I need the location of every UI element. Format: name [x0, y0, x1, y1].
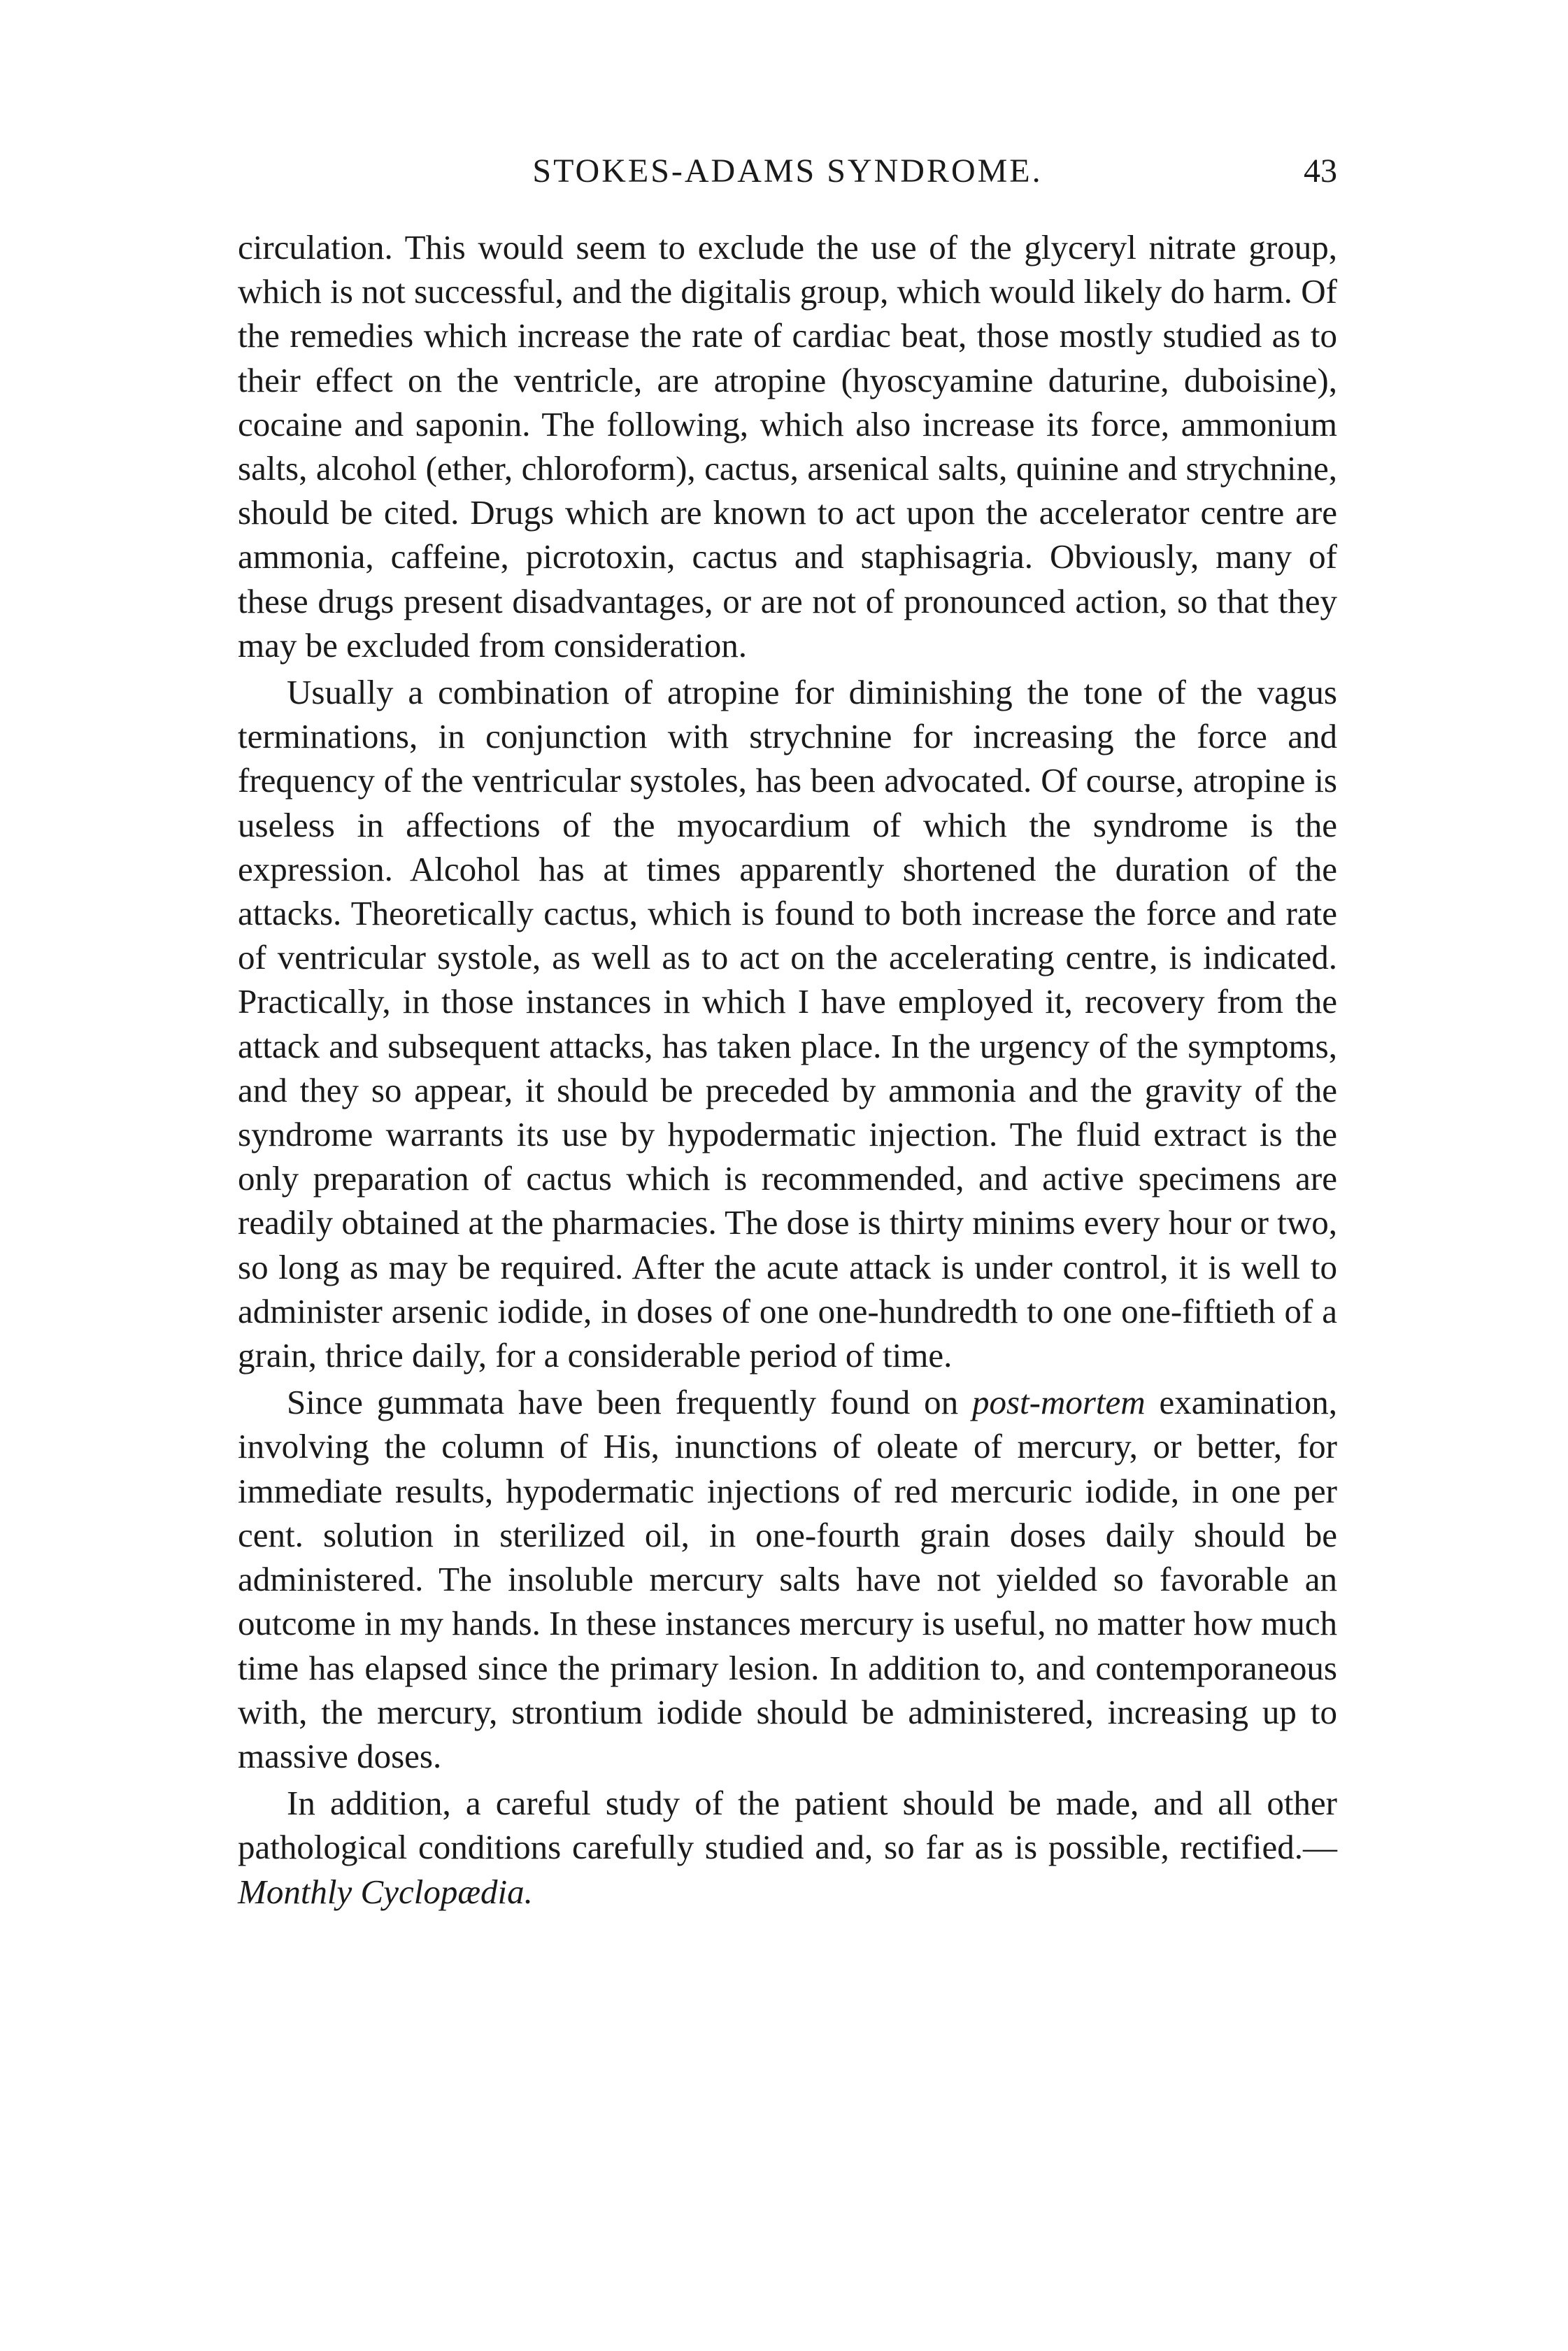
paragraph-4	[238, 1781, 1337, 1914]
page-body	[238, 225, 1337, 1917]
post-mortem-term: post-mortem	[971, 1383, 1146, 1422]
paragraph-3	[238, 1380, 1337, 1778]
paragraph-4-text: In addition, a careful study of the patient should be made, and all other pathological conditions carefully studied and, so far as is possible, rectified.—	[238, 1784, 1337, 1867]
source-citation: Monthly Cyclopædia.	[238, 1872, 533, 1911]
paragraph-2: Usually a combination of atropine for diminishing the tone of the vagus terminations, in conjunction with strychnine for increasing the force and frequency of the ventricular systoles, has been advocated. Of course, atropine is useless in affections of the myocardium of which the syndrome is the expression. Alcohol has at times apparently shortened the duration of the attacks. Theoretically cactus, which is found to both increase the force and rate of ventricular systole, as well as to act on the accelerating centre, is indicated. Practically, in those instances in which I have employed it, recovery from the attack and subsequent attacks, has taken place. In the urgency of the symptoms, and they so appear, it should be preceded by ammonia and the gravity of the syndrome warrants its use by hypodermatic injection. The fluid extract is the only preparation of cactus which is recommended, and active specimens are readily obtained at the pharmacies. The dose is thirty minims every hour or two, so long as may be required. After the acute attack is under control, it is well to administer arsenic iodide, in doses of one one-hundredth to one one-fiftieth of a grain, thrice daily, for a considerable period of time.	[238, 673, 1337, 1375]
paragraph-3-text-end: examination, involving the column of His, inunctions of oleate of mercury, or better, for immediate results, hypodermatic injections of red mercuric iodide, in one per cent. solution in sterilized oil, in one-fourth grain doses daily should be administered. The insoluble mercury salts have not yielded so favorable an outcome in my hands. In these instances mercury is useful, no matter how much time has elapsed since the primary lesion. In addition to, and contemporaneous with, the mercury, strontium iodide should be administered, increasing up to massive doses.	[238, 1383, 1338, 1775]
page-header	[238, 147, 1337, 196]
running-title: STOKES-ADAMS SYNDROME.	[532, 152, 1043, 190]
paragraph-1: circulation. This would seem to exclude the use of the glyceryl nitrate group, which is not successful, and the digitalis group, which would likely do harm. Of the remedies which increase the rate of cardiac beat, those mostly studied as to their effect on the ventricle, are atropine (hyoscyamine daturine, duboisine), cocaine and saponin. The following, which also increase its force, ammonium salts, alcohol (ether, chloroform), cactus, arsenical salts, quinine and strychnine, should be cited. Drugs which are known to act upon the accelerator centre are ammonia, caffeine, picrotoxin, cactus and staphisagria. Obviously, many of these drugs present disadvantages, or are not of pronounced action, so that they may be excluded from consideration.	[238, 228, 1337, 665]
paragraph-3-text-start: Since gummata have been frequently found on	[287, 1383, 972, 1422]
page-number: 43	[1304, 152, 1337, 190]
